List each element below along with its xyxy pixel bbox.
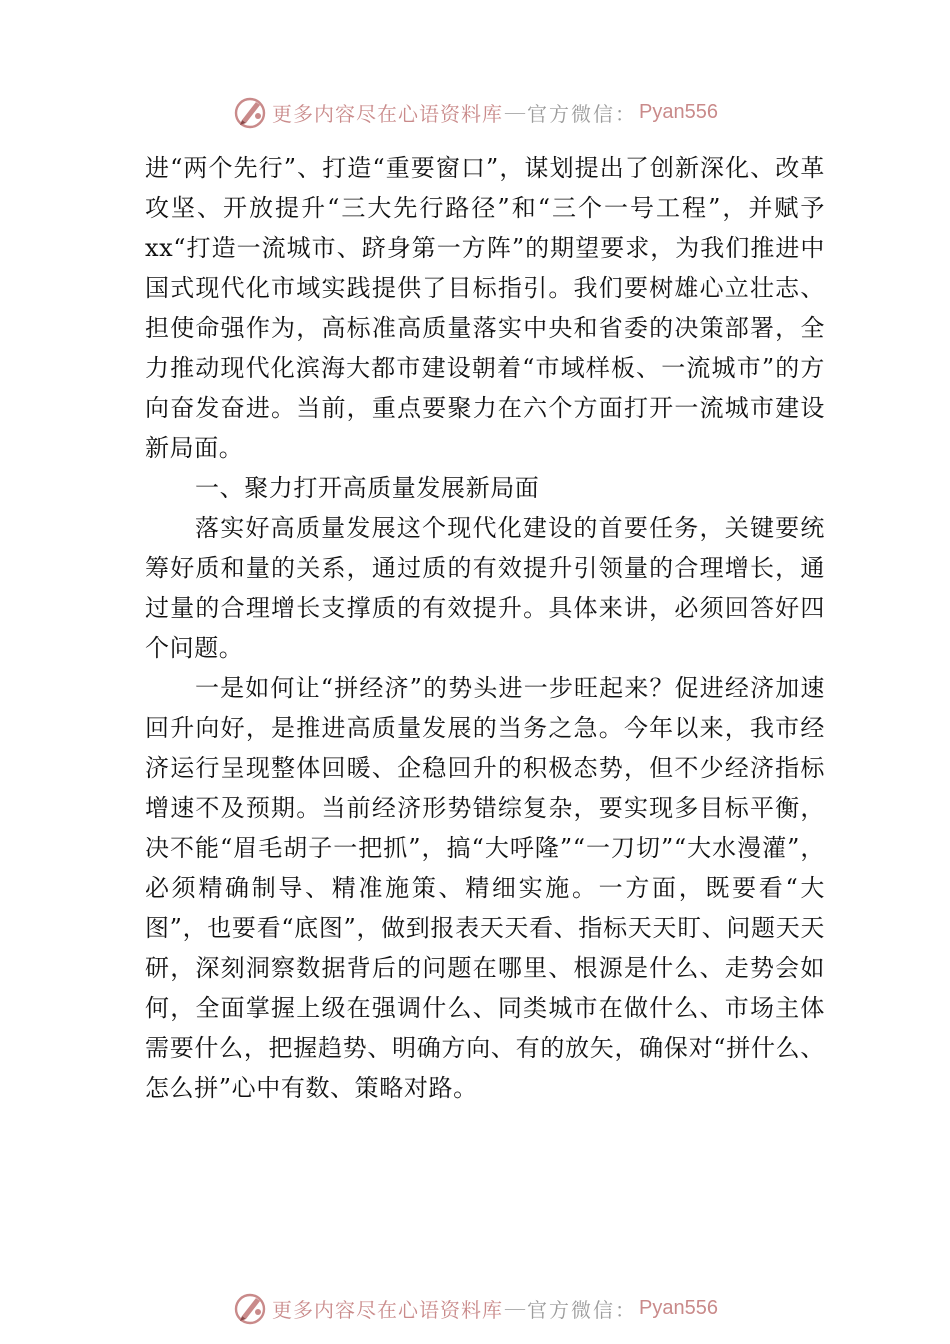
pen-seal-icon — [232, 94, 268, 130]
footer-wechat-id: Pyan556 — [639, 1296, 718, 1319]
pen-seal-icon — [232, 1290, 268, 1326]
paragraph-continuation: 进“两个先行”、打造“重要窗口”，谋划提出了创新深化、改革攻坚、开放提升“三大先行路径”和“三个一号工程”，并赋予 xx“打造一流城市、跻身第一方阵”的期望要求，为我们推进中国式现代化市域实践提供了目标指引。我们要树雄心立壮志、担使命强作为，高标准高质量落实中央和省委的决策部署，全力推动现代化滨海大都市建设朝着“市域样板、一流城市”的方向奋发奋进。当前，重点要聚力在六个方面打开一流城市建设新局面。 — [145, 154, 825, 462]
footer-brand: 更多内容尽在心语资料库 — [272, 1297, 504, 1322]
header-brand: 更多内容尽在心语资料库 — [272, 101, 504, 126]
footer-banner — [0, 1288, 950, 1328]
section-heading: 一、聚力打开高质量发展新局面 — [195, 474, 540, 502]
footer-wechat-label: 官方微信： — [527, 1297, 638, 1322]
header-banner — [0, 92, 950, 132]
paragraph: 落实好高质量发展这个现代化建设的首要任务，关键要统筹好质和量的关系，通过质的有效提升引领量的合理增长，通过量的合理增长支撑质的有效提升。具体来讲，必须回答好四个问题。 — [145, 514, 825, 662]
paragraph: 一是如何让“拼经济”的势头进一步旺起来？促进经济加速回升向好，是推进高质量发展的当务之急。今年以来，我市经济运行呈现整体回暖、企稳回升的积极态势，但不少经济指标增速不及预期。当前经济形势错综复杂，要实现多目标平衡，决不能“眉毛胡子一把抓”，搞“大呼隆”“一刀切”“大水漫灌”，必须精确制导、精准施策、精细实施。一方面，既要看“大图”，也要看“底图”，做到报表天天看、指标天天盯、问题天天研，深刻洞察数据背后的问题在哪里、根源是什么、走势会如何，全面掌握上级在强调什么、同类城市在做什么、市场主体需要什么，把握趋势、明确方向、有的放矢，确保对“拼什么、怎么拼”心中有数、策略对路。 — [145, 674, 825, 1102]
header-separator: — — [505, 100, 526, 123]
footer-separator: — — [505, 1296, 526, 1319]
document-body — [145, 148, 825, 1108]
header-wechat-id: Pyan556 — [639, 100, 718, 123]
header-wechat-label: 官方微信： — [527, 101, 638, 126]
